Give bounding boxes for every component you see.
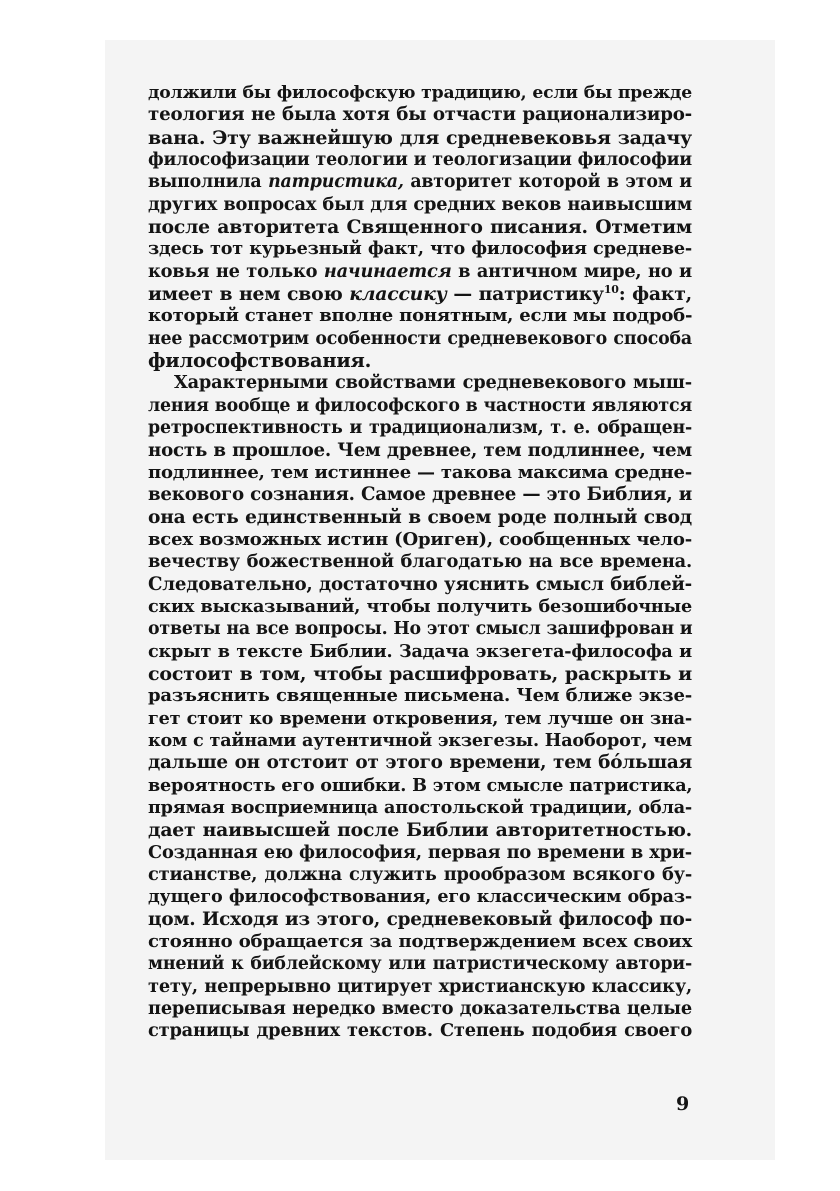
text-line: разъяснить священные письмена. Чем ближе экзе- [148, 685, 692, 707]
text-line: цом. Исходя из этого, средневековый философ по- [148, 908, 692, 930]
text-line: векового сознания. Самое древнее — это Библия, и [148, 484, 692, 506]
emphasis-classics: классику [349, 283, 447, 306]
text-line: стоянно обращается за подтверждением всех своих [148, 931, 692, 953]
text-line [148, 171, 692, 193]
text-line: прямая восприемница апостольской традиции, обла- [148, 797, 692, 818]
paragraph-1 [148, 82, 692, 372]
text-line: Созданная ею философия, первая по времени в хри- [148, 841, 692, 863]
text-line: философствования. [148, 349, 372, 373]
text-line [148, 283, 692, 305]
text-line: мнений к библейскому или патристическому автори- [148, 954, 692, 975]
text-line: дает наивысшей после Библии авторитетностью. [148, 819, 692, 842]
text-line: дущего философствования, его классическим образ- [148, 886, 692, 908]
text-line: после авторитета Священного писания. Отметим [148, 216, 692, 239]
text-run: в античном мире, но и [451, 260, 692, 282]
text-line: ность в прошлое. Чем древнее, тем подлиннее, чем [148, 439, 692, 461]
text-line: дальше он отстоит от этого времени, тем бóльшая [148, 752, 692, 774]
text-line: стианстве, должна служить прообразом всякого бу- [148, 864, 692, 886]
text-line: вечеству божественной благодатью на все времена. [148, 551, 692, 573]
text-line: философизации теологии и теологизации философии [148, 150, 692, 171]
emphasis-begins: начинается [323, 260, 452, 282]
text-line: она есть единственный в своем роде полный свод [148, 506, 692, 528]
text-line: Следовательно, достаточно уяснить смысл библей- [148, 573, 692, 595]
text-line: ских высказываний, чтобы получить безошибочные [148, 595, 692, 617]
text-line: гет стоит ко времени откровения, тем лучше он зна- [148, 707, 692, 729]
body-text [148, 82, 692, 1043]
text-run: авторитет которой в этом и [403, 172, 692, 193]
text-line: который станет вполне понятным, если мы подроб- [148, 305, 693, 327]
text-line [148, 261, 692, 283]
paragraph-2 [148, 372, 692, 1042]
text-line: должили бы философскую традицию, если бы прежде [148, 83, 692, 103]
text-line: страницы древних текстов. Степень подобия своего [148, 1020, 692, 1042]
footnote-ref[interactable]: 10 [603, 283, 619, 297]
text-line: Характерными свойствами средневекового мыш- [174, 372, 692, 394]
text-run: : факт, [618, 283, 692, 306]
emphasis-patristics: патристика, [268, 172, 404, 193]
text-line: тету, непрерывно цитирует христианскую классику, [148, 975, 692, 997]
text-line: переписывая нередко вместо доказательства целые [148, 998, 692, 1020]
text-line: вана. Эту важнейшую для средневековья задачу [148, 126, 692, 149]
text-line: состоит в том, чтобы расшифровать, раскрыть и [148, 662, 692, 685]
text-run: ковья не только [148, 260, 324, 282]
text-line: ления вообще и философского в частности являются [148, 395, 692, 416]
text-line: всех возможных истин (Ориген), сообщенных чело- [148, 528, 692, 550]
text-run: имеет в нем свою [148, 283, 350, 306]
text-line: теология не была хотя бы отчасти рационализиро- [148, 104, 692, 126]
text-line: ком с тайнами аутентичной экзегезы. Наоборот, чем [148, 729, 692, 751]
text-line: других вопросах был для средних веков наивысшим [148, 193, 692, 215]
page-number: 9 [676, 1093, 690, 1115]
text-line: вероятность его ошибки. В этом смысле патристика, [148, 774, 693, 796]
text-line: ответы на все вопросы. Но этот смысл зашифрован и [148, 619, 693, 640]
text-line: подлиннее, тем истиннее — такова максима средне- [148, 461, 693, 483]
text-run: выполнила [148, 172, 269, 193]
text-line: ретроспективность и традиционализм, т. е. обращен- [148, 418, 692, 439]
text-run: — патристику [446, 283, 604, 306]
text-line: нее рассмотрим особенности средневекового способа [148, 328, 692, 349]
text-line: здесь тот курьезный факт, что философия средневе- [148, 238, 692, 260]
text-line: скрыт в тексте Библии. Задача экзегета-философа и [148, 640, 692, 662]
